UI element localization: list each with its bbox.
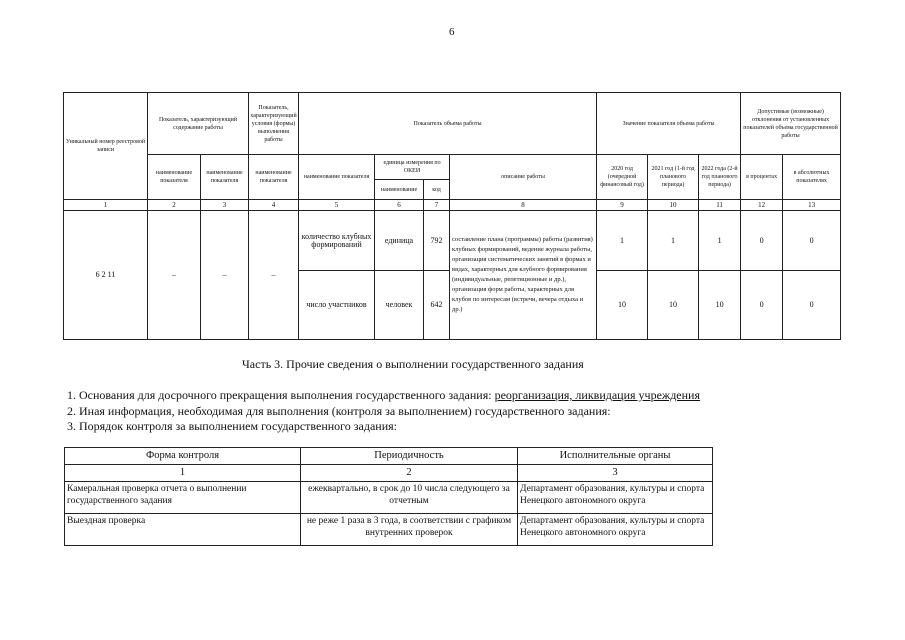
work-description: составление плана (программы) работы (развития) клубных формирований, ведение журнала работы, организация систематических занятий в формах и видах, характерных для клубного формирования (индивидуальные, репетиционные и др.), организация форм работы, характерных для клубов по интересам (встречи, вечера отдыха и др.): [450, 211, 597, 340]
conditions-indicator-value: –: [249, 211, 299, 340]
header-indicator-name: наименование показателя: [249, 155, 299, 200]
column-number: 7: [424, 200, 450, 211]
header-volume-values: Значение показателя объема работы: [597, 93, 741, 155]
control-form: Камеральная проверка отчета о выполнении государственного задания: [65, 482, 301, 514]
item-text: 1. Основания для досрочного прекращения выполнения государственного задания:: [67, 388, 495, 402]
unit-code: 792: [424, 211, 450, 271]
value-2020: 1: [597, 211, 648, 271]
deviation-absolute: 0: [783, 211, 841, 271]
deviation-percent: 0: [741, 271, 783, 340]
header-volume-indicator: Показатель объема работы: [299, 93, 597, 155]
header-unit-okei: единица измерения по ОКЕИ: [375, 155, 450, 180]
header-content-indicator: Показатель, характеризующий содержание работы: [148, 93, 249, 155]
table-row: [64, 211, 841, 271]
header-work-description: описание работы: [450, 155, 597, 200]
column-number: 6: [375, 200, 424, 211]
table-row: [65, 514, 713, 546]
header-periodicity: Периодичность: [301, 448, 518, 465]
header-control-form: Форма контроля: [65, 448, 301, 465]
column-number: 1: [64, 200, 148, 211]
header-unique-number: Уникальный номер реестровой записи: [64, 93, 148, 200]
value-2021: 1: [648, 211, 699, 271]
table-row: [65, 482, 713, 514]
header-deviation: Допустимые (возможные) отклонения от установленных показателей объема государственной работы: [741, 93, 841, 155]
value-2020: 10: [597, 271, 648, 340]
control-form: Выездная проверка: [65, 514, 301, 546]
header-conditions-indicator: Показатель, характеризующий условия (формы) выполнения работы: [249, 93, 299, 155]
item-other-info: 2. Иная информация, необходимая для выполнения (контроля за выполнением) государственного задания:: [67, 404, 611, 418]
value-2022: 1: [699, 211, 741, 271]
header-absolute: в абсолютных показателях: [783, 155, 841, 200]
deviation-percent: 0: [741, 211, 783, 271]
unit-code: 642: [424, 271, 450, 340]
column-number: 2: [301, 465, 518, 482]
executive-body: Департамент образования, культуры и спорта Ненецкого автономного округа: [518, 482, 713, 514]
column-number: 1: [65, 465, 301, 482]
work-volume-table: [63, 92, 841, 340]
value-2021: 10: [648, 271, 699, 340]
unit-name: человек: [375, 271, 424, 340]
header-unit-name: наименование: [375, 180, 424, 200]
column-number: 12: [741, 200, 783, 211]
volume-indicator-name: количество клубных формирований: [299, 211, 375, 271]
column-number: 10: [648, 200, 699, 211]
value-2022: 10: [699, 271, 741, 340]
part3-title: Часть 3. Прочие сведения о выполнении государственного задания: [242, 357, 584, 371]
header-indicator-name: наименование показателя: [299, 155, 375, 200]
header-percent: в процентах: [741, 155, 783, 200]
executive-body: Департамент образования, культуры и спорта Ненецкого автономного округа: [518, 514, 713, 546]
deviation-absolute: 0: [783, 271, 841, 340]
page-number: 6: [449, 26, 455, 38]
column-number: 3: [518, 465, 713, 482]
header-unit-code: код: [424, 180, 450, 200]
column-number: 9: [597, 200, 648, 211]
column-number: 2: [148, 200, 201, 211]
registry-number: 6 2 11: [64, 211, 148, 340]
header-year-2021: 2021 год (1-й год планового периода): [648, 155, 699, 200]
column-number: 5: [299, 200, 375, 211]
column-number: 8: [450, 200, 597, 211]
item-early-termination: [67, 388, 700, 403]
header-year-2022: 2022 года (2-й год планового периода): [699, 155, 741, 200]
header-executive-bodies: Исполнительные органы: [518, 448, 713, 465]
control-table: [64, 447, 713, 546]
periodicity: ежеквартально, в срок до 10 числа следующего за отчетным: [301, 482, 518, 514]
column-number: 11: [699, 200, 741, 211]
volume-indicator-name: число участников: [299, 271, 375, 340]
header-year-2020: 2020 год (очередной финансовый год): [597, 155, 648, 200]
periodicity: не реже 1 раза в 3 года, в соответствии с графиком внутренних проверок: [301, 514, 518, 546]
column-numbers-row: [64, 200, 841, 211]
content-indicator-value: –: [201, 211, 249, 340]
column-number: 4: [249, 200, 299, 211]
content-indicator-value: –: [148, 211, 201, 340]
column-number: 3: [201, 200, 249, 211]
header-indicator-name: наименование показателя: [201, 155, 249, 200]
header-indicator-name: наименование показателя: [148, 155, 201, 200]
column-number: 13: [783, 200, 841, 211]
item-value: реорганизация, ликвидация учреждения: [494, 388, 700, 402]
unit-name: единица: [375, 211, 424, 271]
item-control-procedure: 3. Порядок контроля за выполнением государственного задания:: [67, 419, 397, 433]
